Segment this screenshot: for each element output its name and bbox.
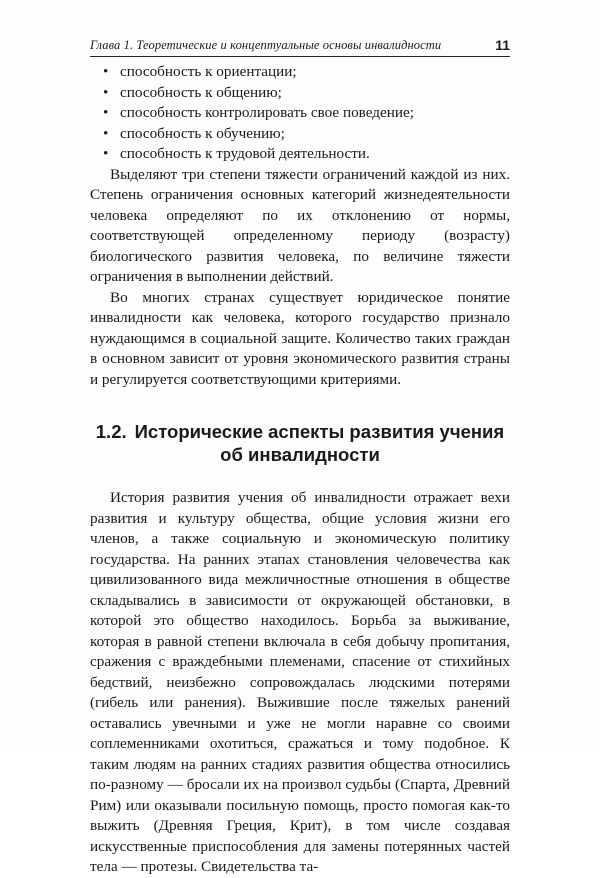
chapter-title: Глава 1. Теоретические и концептуальные основы инвалидности — [90, 38, 442, 52]
ability-list — [90, 62, 510, 165]
page-number: 11 — [495, 37, 510, 53]
section-title: Исторические аспекты развития учения об инвалидности — [134, 421, 505, 465]
paragraph: История развития учения об инвалидности отражает вехи развития и культуру общества, общие условия жизни его членов, а также социальную и экономическую политику государства. На ранних этапах становления человечества как цивилизованного вида межличностные отношения в обществе складывались в зависимости от окружающей обстановки, в которой это общество находилось. Борьба за выживание, которая в равной степени включала в себя добычу пропитания, сражения с враждебными племенами, спасение от стихийных бедствий, неизбежно сопровождалась людскими потерями (гибель или ранения). Выжившие после тяжелых ранений оставались увечными и уже не могли наравне со своими соплеменниками охотиться, сражаться и тому подобное. К таким людям на ранних стадиях развития общества относились по-разному — бросали их на произвол судьбы (Спарта, Древний Рим) или оказывали посильную помощь, просто помогая как-то выжить (Древняя Греция, Крит), в том числе создавая искусственные приспособления для замены потерянных частей тела — протезы. Свидетельства та- — [90, 489, 510, 875]
page-body — [90, 62, 510, 878]
list-item: • способность к трудовой деятельности. — [90, 144, 510, 165]
paragraph: Выделяют три степени тяжести ограничений каждой из них. Степень ограничения основных категорий жизнедеятельности человека определяют по их отклонению от нормы, соответствующей определенному периоду (возрасту) биологического развития человека, по величине тяжести ограничения в выполнении действий. — [90, 165, 510, 285]
paragraph: Во многих странах существует юридическое понятие инвалидности как человека, которого государство признало нуждающимся в социальной защите. Количество таких граждан в основном зависит от уровня экономического развития страны и регулируется соответствующими критериями. — [90, 288, 510, 388]
section-heading — [90, 420, 510, 466]
running-header — [90, 34, 510, 57]
list-item: • способность к обучению; — [90, 124, 510, 145]
list-item: • способность контролировать свое поведение; — [90, 103, 510, 124]
list-item: • способность к ориентации; — [90, 62, 510, 83]
section-number: 1.2. — [95, 421, 127, 442]
list-item: • способность к общению; — [90, 83, 510, 104]
